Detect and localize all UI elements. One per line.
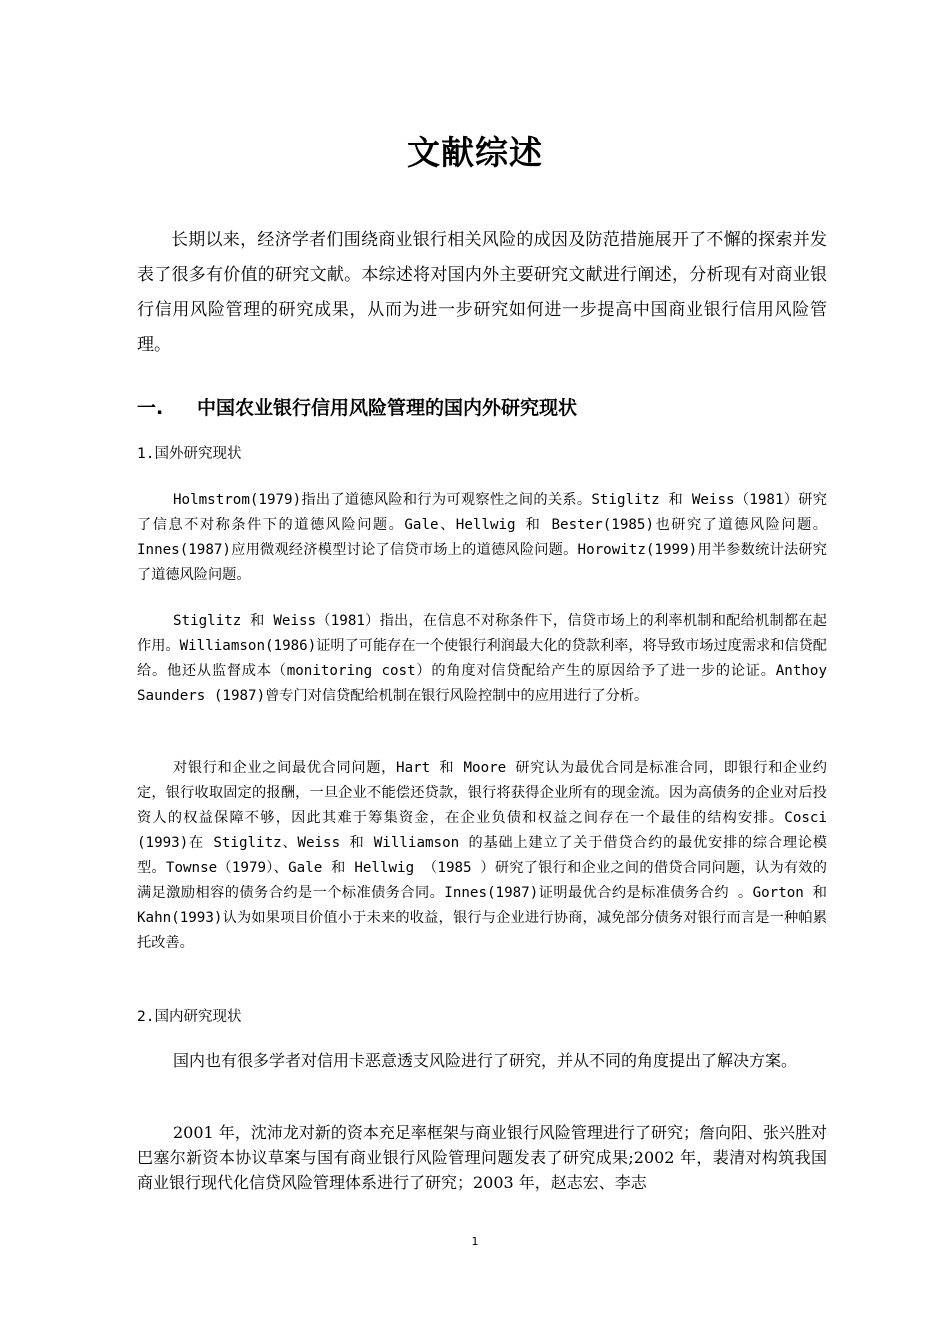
foreign-paragraph-1: Holmstrom(1979)指出了道德风险和行为可观察性之间的关系。Stiglitz 和 Weiss（1981）研究了信息不对称条件下的道德风险问题。Gale、Hellwig 和 Bester(1985)也研究了道德风险问题。Innes(1987)应用微观经济模型讨论了信贷市场上的道德风险问题。Horowitz(1999)用半参数统计法研究了道德风险问题。 — [137, 492, 827, 583]
section-heading — [137, 393, 577, 420]
page-number: 1 — [471, 1235, 479, 1248]
document-title: 文献综述 — [407, 133, 543, 172]
section-title: 中国农业银行信用风险管理的国内外研究现状 — [197, 397, 578, 419]
intro-paragraph: 长期以来，经济学者们围绕商业银行相关风险的成因及防范措施展开了不懈的探索并发表了很多有价值的研究文献。本综述将对国内外主要研究文献进行阐述，分析现有对商业银行信用风险管理的研究成果，从而为进一步研究如何进一步提高中国商业银行信用风险管理。 — [137, 230, 827, 355]
foreign-paragraph-3: 对银行和企业之间最优合同问题，Hart 和 Moore 研究认为最优合同是标准合同，即银行和企业约定，银行收取固定的报酬，一旦企业不能偿还贷款，银行将获得企业所有的现金流。因为高债务的企业对后投资人的权益保障不够，因此其难于筹集资金，在企业负债和权益之间存在一个最佳的结构安排。Cosci (1993)在 Stiglitz、Weiss 和 Williamson 的基础上建立了关于借贷合约的最优安排的综合理论模型。Townse（1979）、Gale 和 Hellwig （1985 ）研究了银行和企业之间的借贷合同问题，认为有效的满足激励相容的债务合约是一个标准债务合同。Innes(1987)证明最优合约是标准债务合约 。Gorton 和 Kahn(1993)认为如果项目价值小于未来的收益，银行与企业进行协商，减免部分债务对银行而言是一种帕累托改善。 — [137, 760, 827, 951]
subsection-domestic-heading: 2.国内研究现状 — [137, 1009, 242, 1025]
subsection-foreign-heading: 1.国外研究现状 — [137, 446, 242, 462]
foreign-paragraph-2: Stiglitz 和 Weiss（1981）指出，在信息不对称条件下，信贷市场上的利率机制和配给机制都在起作用。Williamson(1986)证明了可能存在一个使银行利润最大化的贷款利率，将导致市场过度需求和信贷配给。他还从监督成本（monitoring cost）的角度对信贷配给产生的原因给予了进一步的论证。Anthoy Saunders (1987)曾专门对信贷配给机制在银行风险控制中的应用进行了分析。 — [137, 613, 827, 704]
section-number: 一. — [137, 397, 164, 419]
domestic-paragraph-1: 国内也有很多学者对信用卡恶意透支风险进行了研究，并从不同的角度提出了解决方案。 — [173, 1051, 798, 1070]
domestic-paragraph-2: 2001 年，沈沛龙对新的资本充足率框架与商业银行风险管理进行了研究；詹向阳、张兴胜对巴塞尔新资本协议草案与国有商业银行风险管理问题发表了研究成果;2002 年，裴清对构筑我国商业银行现代化信贷风险管理体系进行了研究；2003 年，赵志宏、李志 — [137, 1123, 827, 1192]
